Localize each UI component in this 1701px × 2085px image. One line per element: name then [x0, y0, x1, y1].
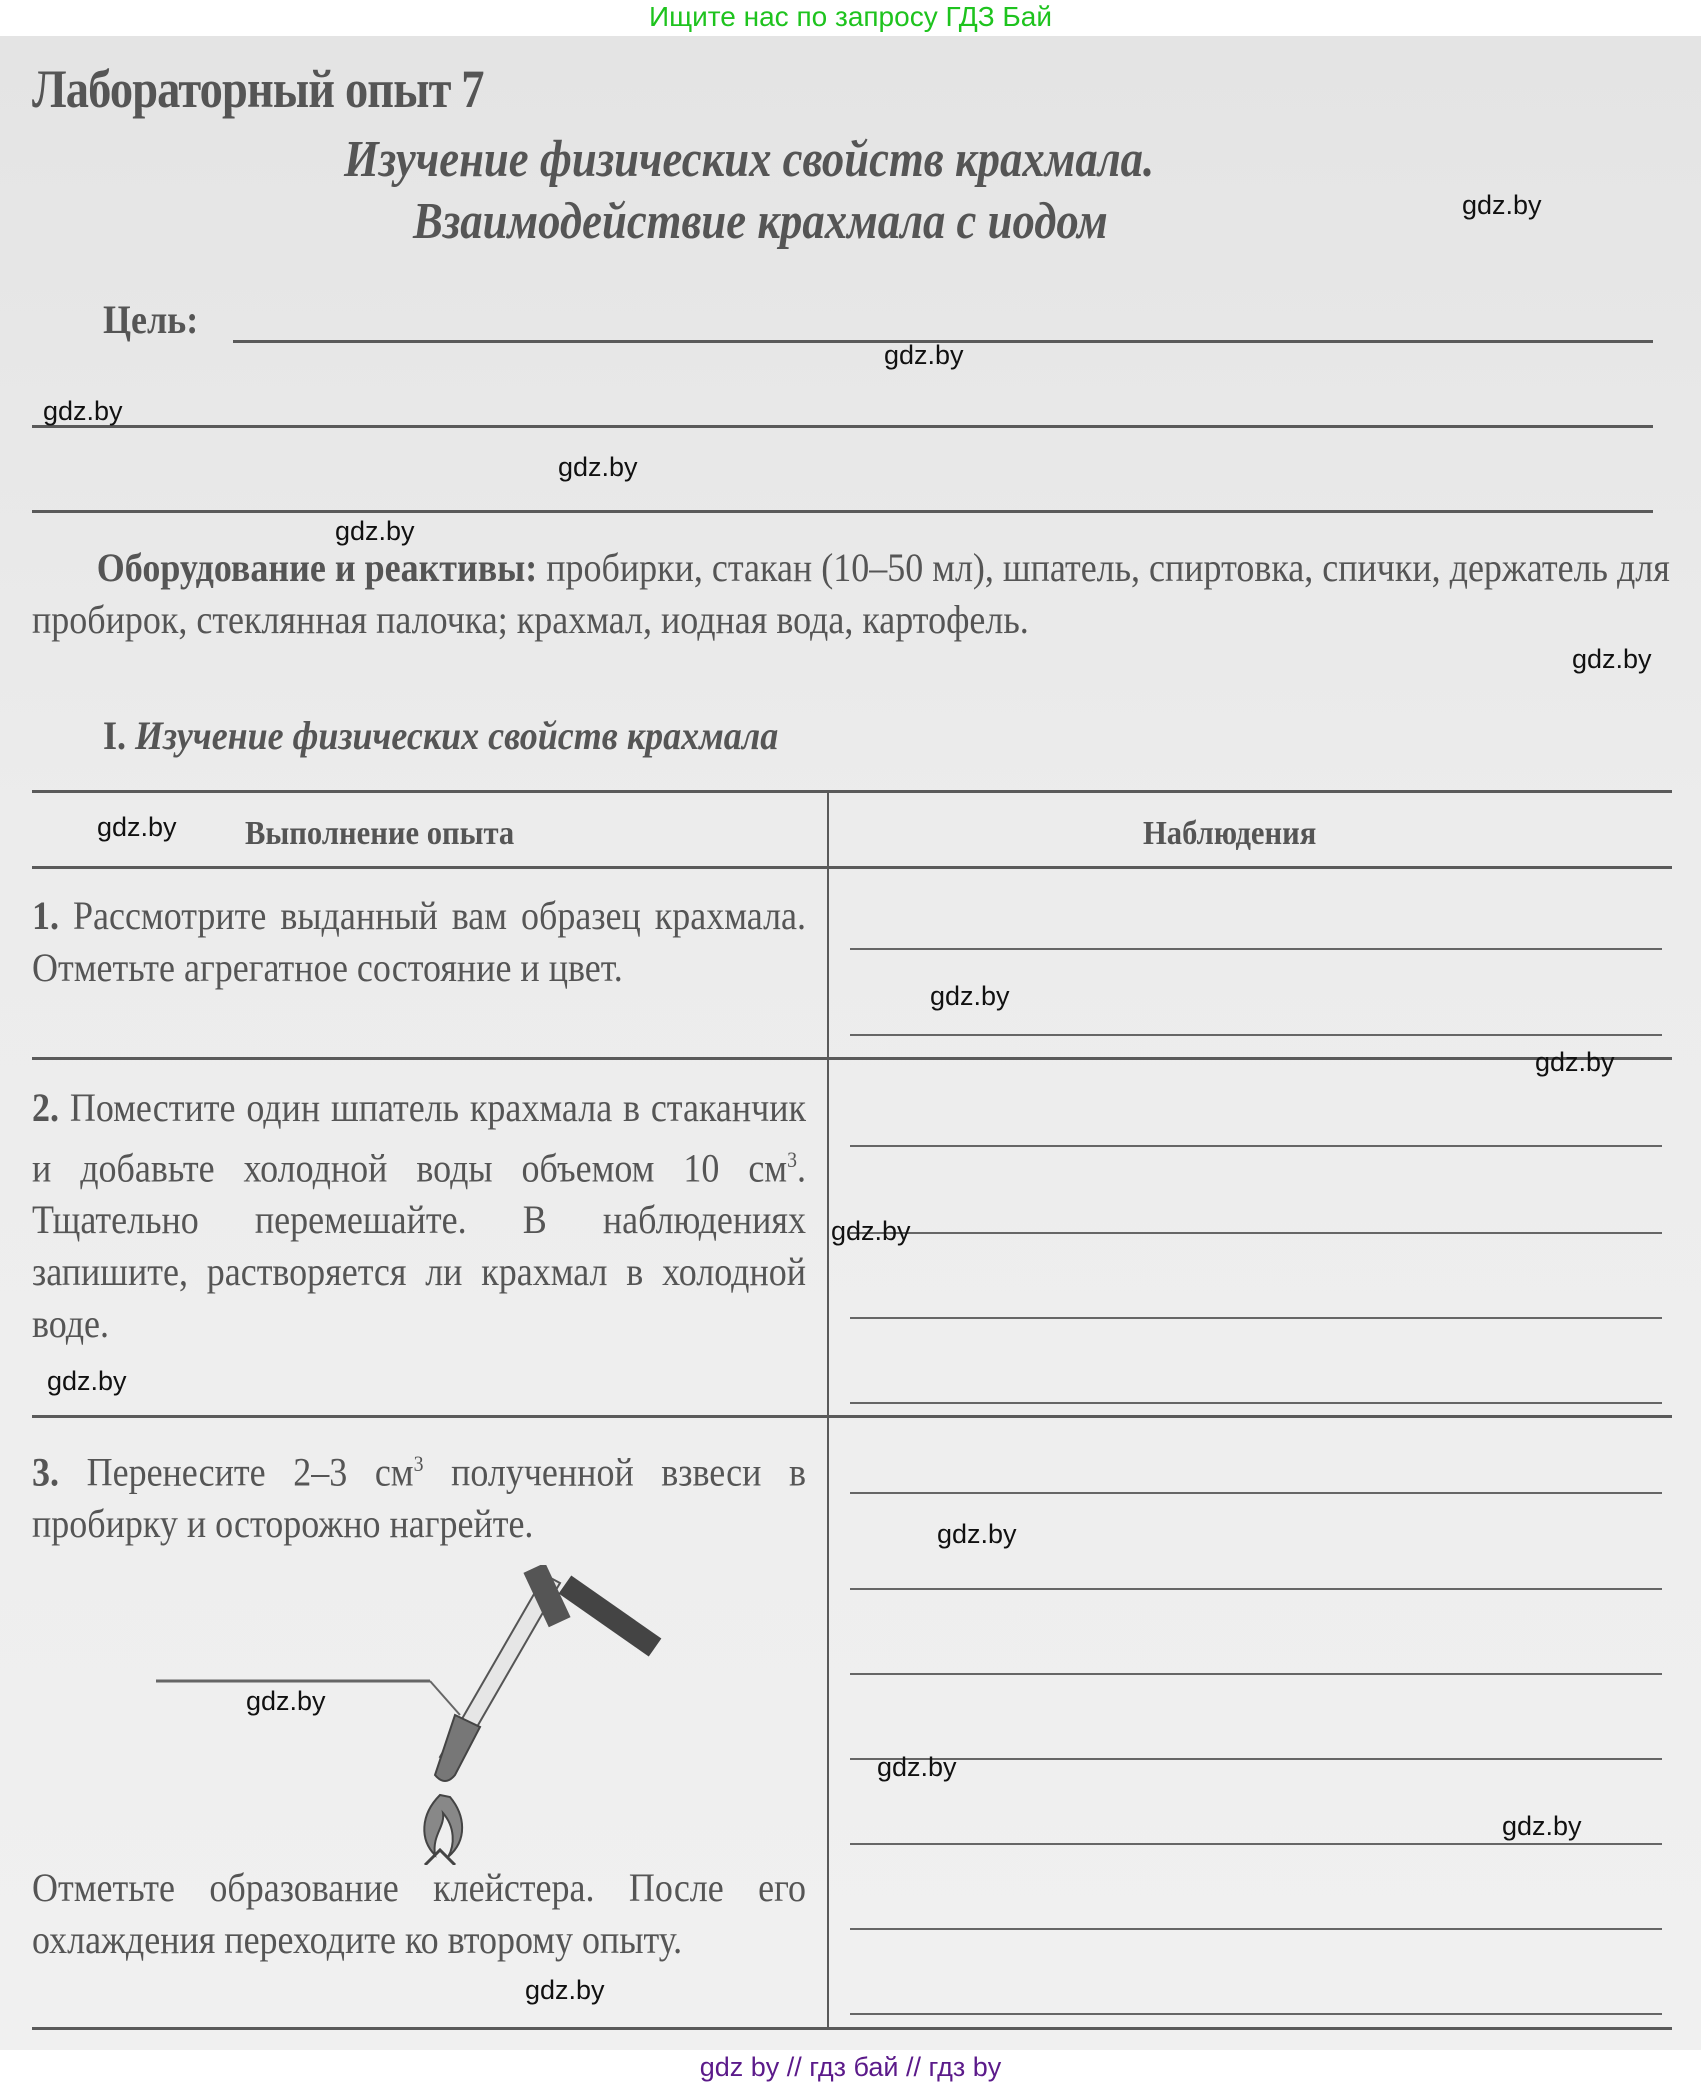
test-tube-heating-figure: [150, 1565, 710, 1865]
row-2-text-b: . Тщательно перемешайте. В наблюдениях запишите, растворяется ли крахмал в холодной воде.: [32, 1145, 806, 1347]
section-heading: [103, 712, 778, 759]
table-top-border: [32, 790, 1672, 793]
watermark: gdz.by: [937, 1519, 1017, 1549]
equipment-text: пробирки, стакан (10–50 мл), шпатель, спиртовка, спички, держатель для пробирок, стеклянная палочка; крахмал, иодная вода, картофель.: [32, 545, 1670, 642]
equipment-label: Оборудование и реактивы:: [96, 545, 538, 590]
watermark: gdz.by: [884, 340, 964, 370]
watermark: gdz.by: [930, 981, 1010, 1011]
row-3-observation-line-6[interactable]: [850, 1928, 1662, 1930]
flame-icon: [424, 1795, 462, 1865]
table-row-3-procedure: [32, 1438, 806, 1550]
row-3-note: Отметьте образование клейстера. После его охлаждения переходите ко второму опыту.: [32, 1865, 806, 1962]
lab-title: Лабораторный опыт 7: [32, 59, 484, 119]
watermark: gdz.by: [43, 396, 123, 426]
row-2-superscript: 3: [787, 1147, 797, 1172]
watermark: gdz.by: [1572, 644, 1652, 674]
subtitle-line-2: Взаимодействие крахмала с иодом: [413, 193, 1108, 250]
watermark: gdz.by: [525, 1975, 605, 2005]
watermark: gdz.by: [1502, 1811, 1582, 1841]
watermark: gdz.by: [831, 1216, 911, 1246]
row-3-observation-line-5[interactable]: [850, 1843, 1662, 1845]
goal-answer-line-3[interactable]: [32, 510, 1653, 513]
row-3-text-b: полученной взвеси в пробирку и осторожно нагрейте.: [32, 1449, 807, 1547]
row-3-superscript: 3: [413, 1451, 424, 1476]
watermark: gdz.by: [1462, 190, 1542, 220]
subtitle-line-1: Изучение физических свойств крахмала.: [344, 131, 1155, 188]
tube-holder-icon: [523, 1565, 661, 1657]
watermark: gdz.by: [558, 452, 638, 482]
watermark: gdz.by: [877, 1752, 957, 1782]
row-2-observation-line-4[interactable]: [850, 1402, 1662, 1404]
goal-label: Цель:: [103, 297, 199, 342]
row-1-observation-line-2[interactable]: [850, 1034, 1662, 1036]
row-1-border: [32, 1057, 1672, 1060]
table-header-border: [32, 866, 1672, 869]
watermark: gdz.by: [335, 516, 415, 546]
table-bottom-border: [32, 2027, 1672, 2030]
row-3-observation-line-4[interactable]: [850, 1758, 1662, 1760]
goal-answer-line-2[interactable]: [32, 425, 1653, 428]
row-1-observation-line-1[interactable]: [850, 948, 1662, 950]
row-3-text-a: Перенесите 2–3 см: [86, 1449, 414, 1495]
row-3-number: 3.: [32, 1449, 59, 1495]
section-number: I.: [103, 713, 127, 758]
table-row-2-procedure: [32, 1082, 806, 1350]
watermark: gdz.by: [97, 812, 177, 842]
equipment-paragraph: [32, 542, 1701, 646]
row-2-text-a: Поместите один шпатель крахмала в стаканчик и добавьте холодной воды объемом 10 см: [32, 1085, 807, 1191]
top-banner: Ищите нас по запросу ГДЗ Бай: [0, 0, 1701, 36]
watermark: gdz.by: [47, 1366, 127, 1396]
row-2-border: [32, 1415, 1672, 1418]
watermark: gdz.by: [1535, 1047, 1615, 1077]
row-2-observation-line-1[interactable]: [850, 1145, 1662, 1147]
header-observations: Наблюдения: [1143, 815, 1317, 852]
watermark: gdz.by: [246, 1686, 326, 1716]
row-2-observation-line-2[interactable]: [850, 1232, 1662, 1234]
row-2-observation-line-3[interactable]: [850, 1317, 1662, 1319]
bottom-banner: gdz by // гдз бай // гдз by: [0, 2050, 1701, 2085]
row-3-observation-line-1[interactable]: [850, 1492, 1662, 1494]
row-3-observation-line-7[interactable]: [850, 2013, 1662, 2015]
row-2-number: 2.: [32, 1085, 59, 1130]
header-procedure: Выполнение опыта: [245, 815, 515, 852]
row-1-number: 1.: [32, 893, 59, 938]
row-3-observation-line-2[interactable]: [850, 1588, 1662, 1590]
table-row-1-procedure: [32, 890, 806, 994]
table-column-divider: [827, 790, 829, 2027]
row-3-observation-line-3[interactable]: [850, 1673, 1662, 1675]
row-1-text: Рассмотрите выданный вам образец крахмала. Отметьте агрегатное состояние и цвет.: [32, 893, 807, 990]
section-title: Изучение физических свойств крахмала: [135, 713, 779, 758]
